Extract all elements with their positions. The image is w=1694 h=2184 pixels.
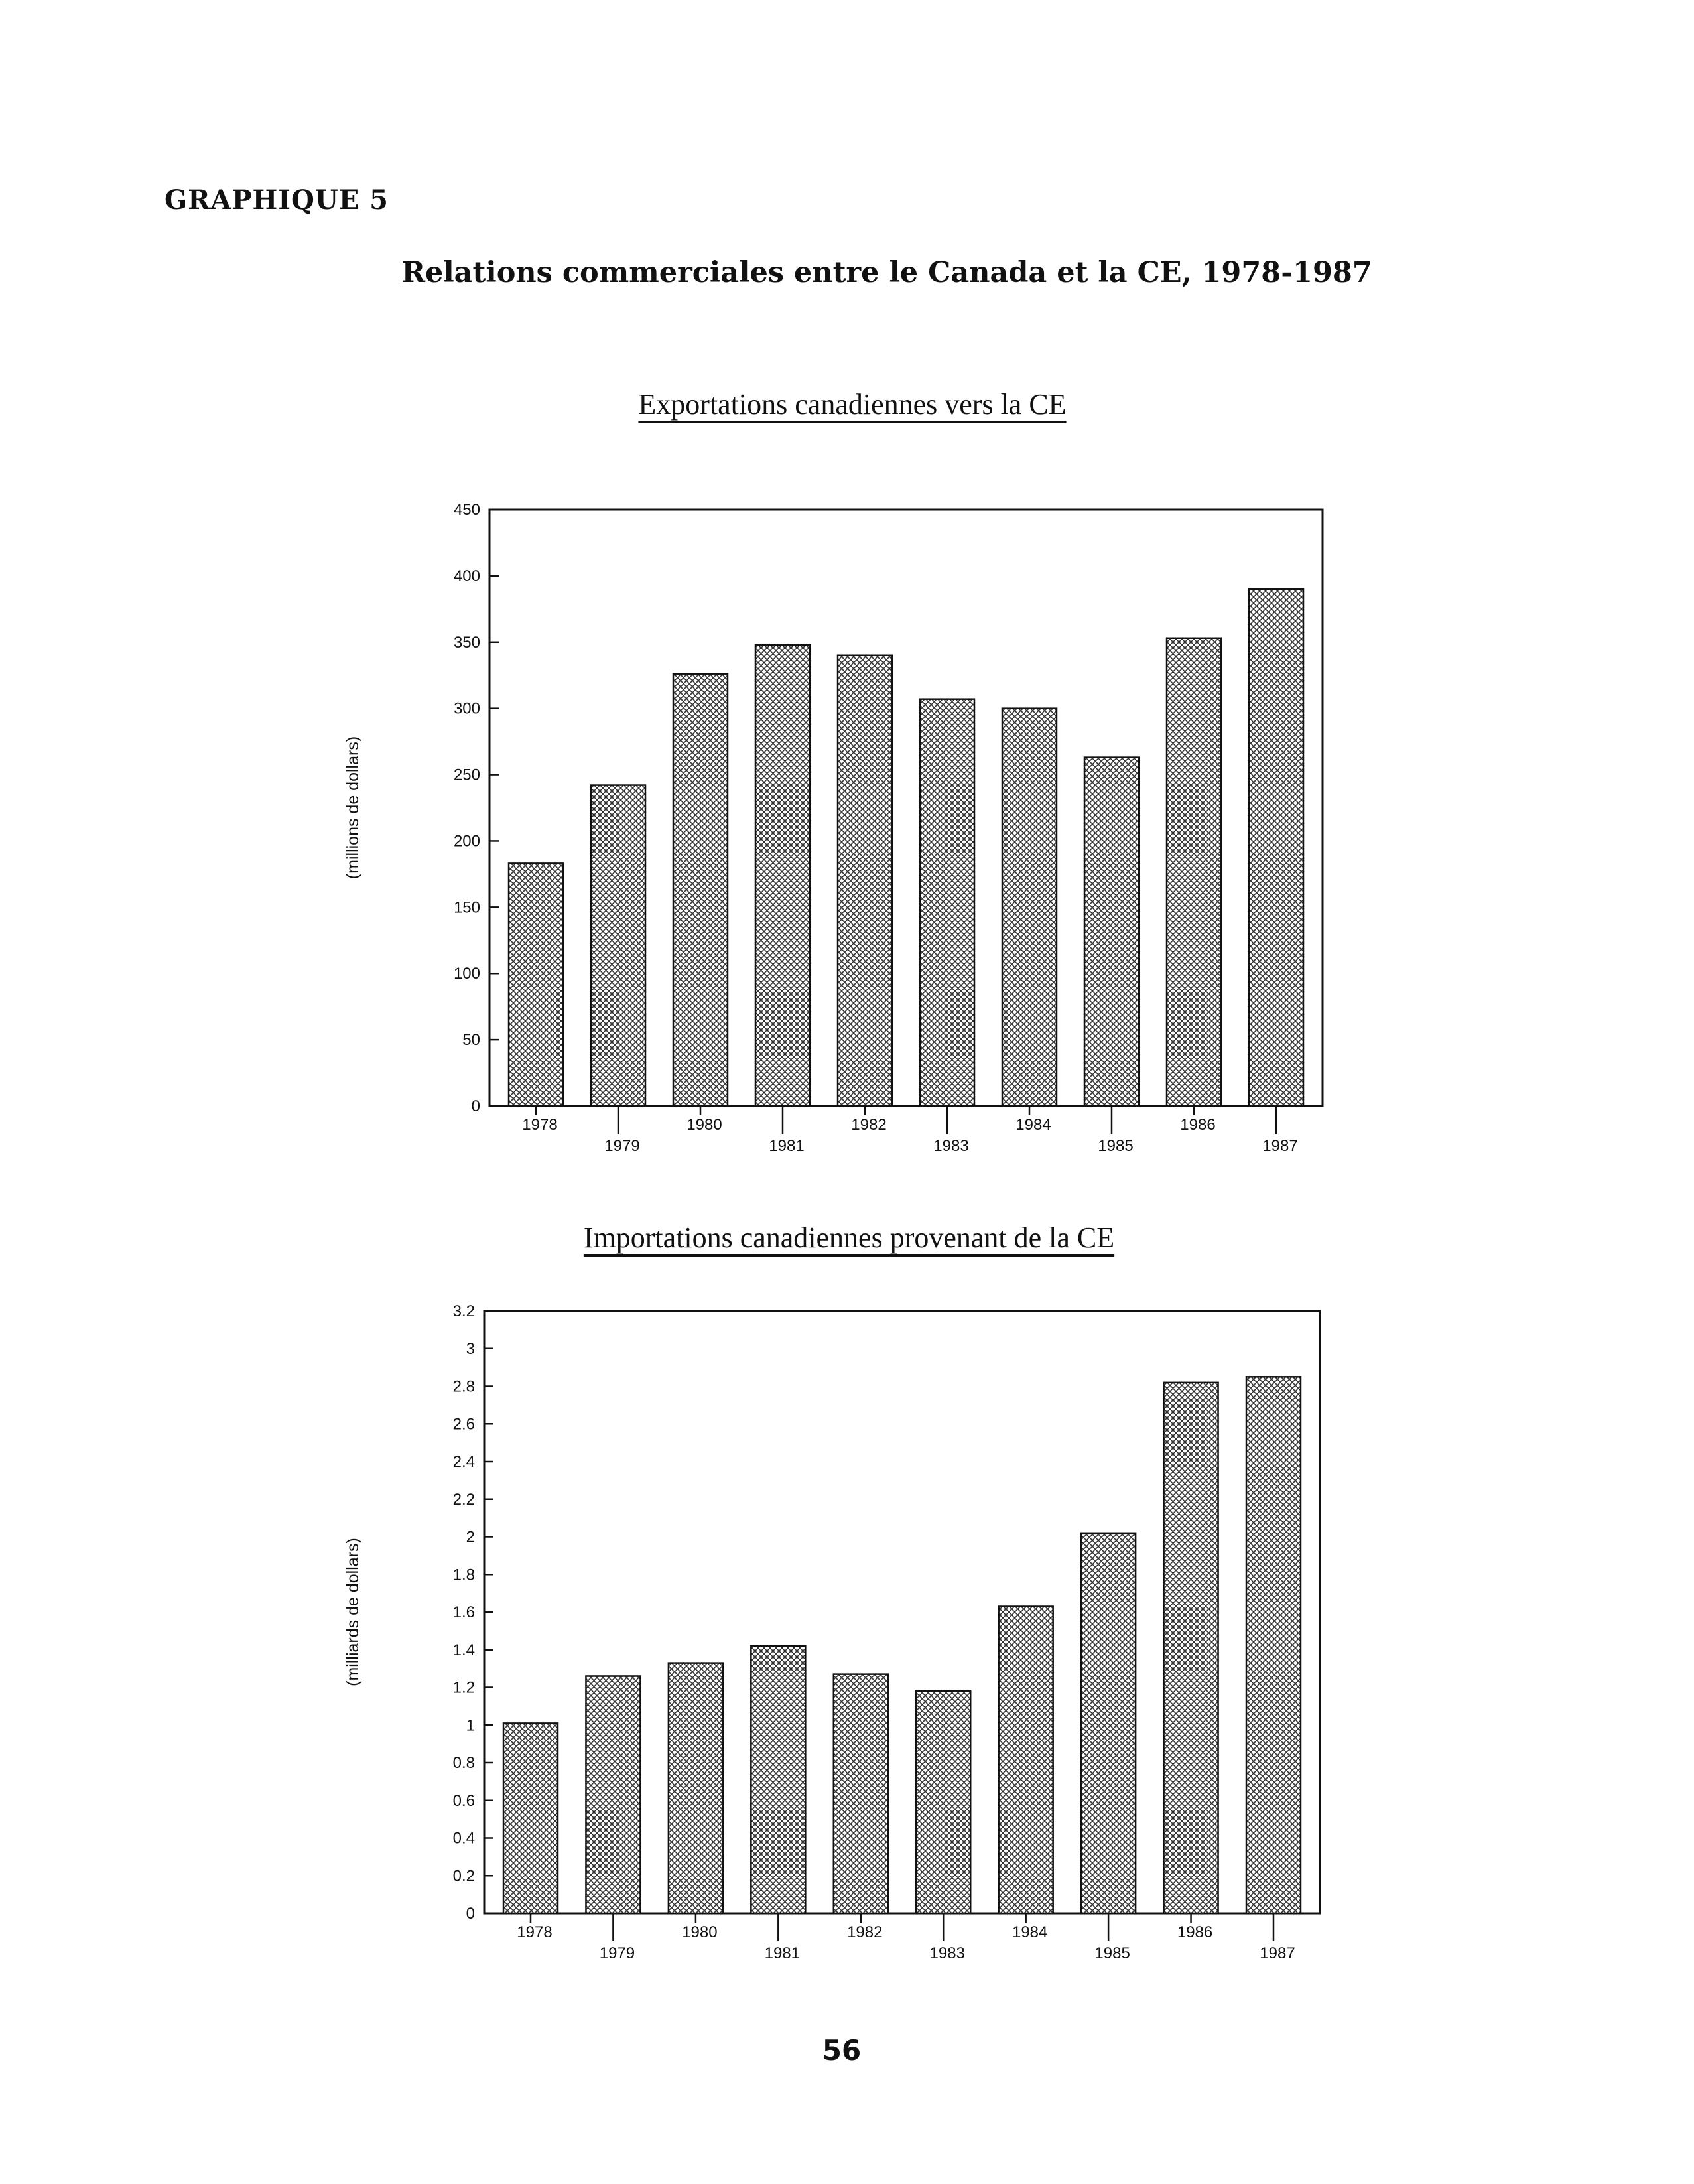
imports-x-tick-label: 1979 [599,1945,635,1962]
exports-x-tick-label: 1984 [1015,1116,1051,1134]
exports-x-tick-label: 1982 [851,1116,887,1134]
exports-bar [1002,709,1057,1106]
imports-bar [999,1606,1053,1913]
exports-y-tick-label: 350 [453,633,480,651]
imports-y-tick-label: 1 [466,1716,475,1735]
exports-y-tick-label: 50 [462,1031,480,1050]
exports-bar [1167,638,1221,1106]
imports-bar [834,1674,888,1913]
exports-x-tick-label: 1978 [522,1116,558,1134]
page-number-text: 56 [822,2034,862,2067]
imports-y-tick-label: 1.6 [452,1604,475,1621]
exports-bar [673,674,728,1106]
imports-bar [1246,1377,1301,1913]
imports-bar [586,1676,640,1913]
exports-y-tick-label: 0 [471,1097,480,1115]
exports-bar [755,645,810,1106]
imports-bar [1081,1533,1136,1913]
imports-x-tick-label: 1985 [1094,1945,1130,1962]
imports-y-tick-label: 3 [466,1339,475,1358]
exports-x-tick-label: 1987 [1262,1137,1298,1155]
exports-bar [1084,758,1139,1106]
exports-y-tick-label: 400 [453,567,480,585]
imports-x-tick-label: 1982 [847,1923,883,1941]
imports-x-tick-label: 1978 [517,1923,553,1941]
exports-bar [1249,589,1303,1106]
imports-x-tick-label: 1987 [1260,1945,1295,1962]
imports-y-tick-label: 0.8 [452,1754,475,1772]
imports-y-tick-label: 2.6 [452,1415,475,1434]
imports-y-tick-label: 0.6 [452,1791,475,1810]
imports-bar [1164,1383,1218,1913]
imports-y-tick-label: 2 [466,1528,475,1546]
exports-bar [591,785,645,1106]
exports-y-tick-label: 100 [453,965,480,983]
imports-y-tick-label: 1.4 [452,1641,475,1659]
exports-y-axis-label: (millions de dollars) [344,736,362,880]
exports-bar [509,863,563,1106]
imports-y-tick-label: 2.2 [452,1490,475,1509]
exports-x-tick-label: 1979 [604,1137,640,1155]
imports-x-tick-label: 1980 [682,1923,718,1941]
exports-y-tick-label: 150 [453,898,480,917]
exports-x-tick-label: 1981 [769,1137,805,1155]
imports-bar [751,1646,805,1913]
imports-y-tick-label: 1.8 [452,1566,475,1584]
imports-y-tick-label: 0.2 [452,1867,475,1885]
imports-x-tick-label: 1983 [929,1945,965,1962]
graph-label: GRAPHIQUE 5 [164,184,389,216]
exports-bar [920,699,974,1106]
imports-chart-title: Importations canadiennes provenant de la CE [583,1221,1115,1254]
imports-y-tick-label: 2.8 [452,1377,475,1396]
page-number [0,2034,1694,2067]
exports-y-tick-label: 300 [453,699,480,718]
exports-y-tick-label: 450 [453,501,480,519]
imports-bar [669,1663,723,1913]
imports-y-tick-label: 2.4 [452,1453,475,1471]
page-title-text: Relations commerciales entre le Canada et la CE, 1978-1987 [401,256,1372,289]
imports-y-tick-label: 1.2 [452,1678,475,1697]
exports-x-tick-label: 1986 [1180,1116,1216,1134]
exports-y-tick-label: 200 [453,832,480,851]
imports-y-tick-label: 3.2 [452,1302,475,1320]
exports-bar [838,655,892,1106]
imports-y-tick-label: 0.4 [452,1829,475,1848]
exports-y-tick-label: 250 [453,766,480,784]
imports-bar [503,1723,558,1913]
exports-x-tick-label: 1985 [1098,1137,1134,1155]
exports-x-tick-label: 1980 [686,1116,722,1134]
imports-bar [916,1691,970,1913]
imports-x-tick-label: 1981 [764,1945,801,1962]
imports-y-axis-label: (milliards de dollars) [344,1538,362,1686]
exports-chart-title: Exportations canadiennes vers la CE [638,388,1067,421]
imports-x-tick-label: 1984 [1011,1923,1048,1941]
imports-x-tick-label: 1986 [1177,1923,1213,1941]
imports-y-tick-label: 0 [466,1905,475,1923]
exports-x-tick-label: 1983 [933,1137,969,1155]
